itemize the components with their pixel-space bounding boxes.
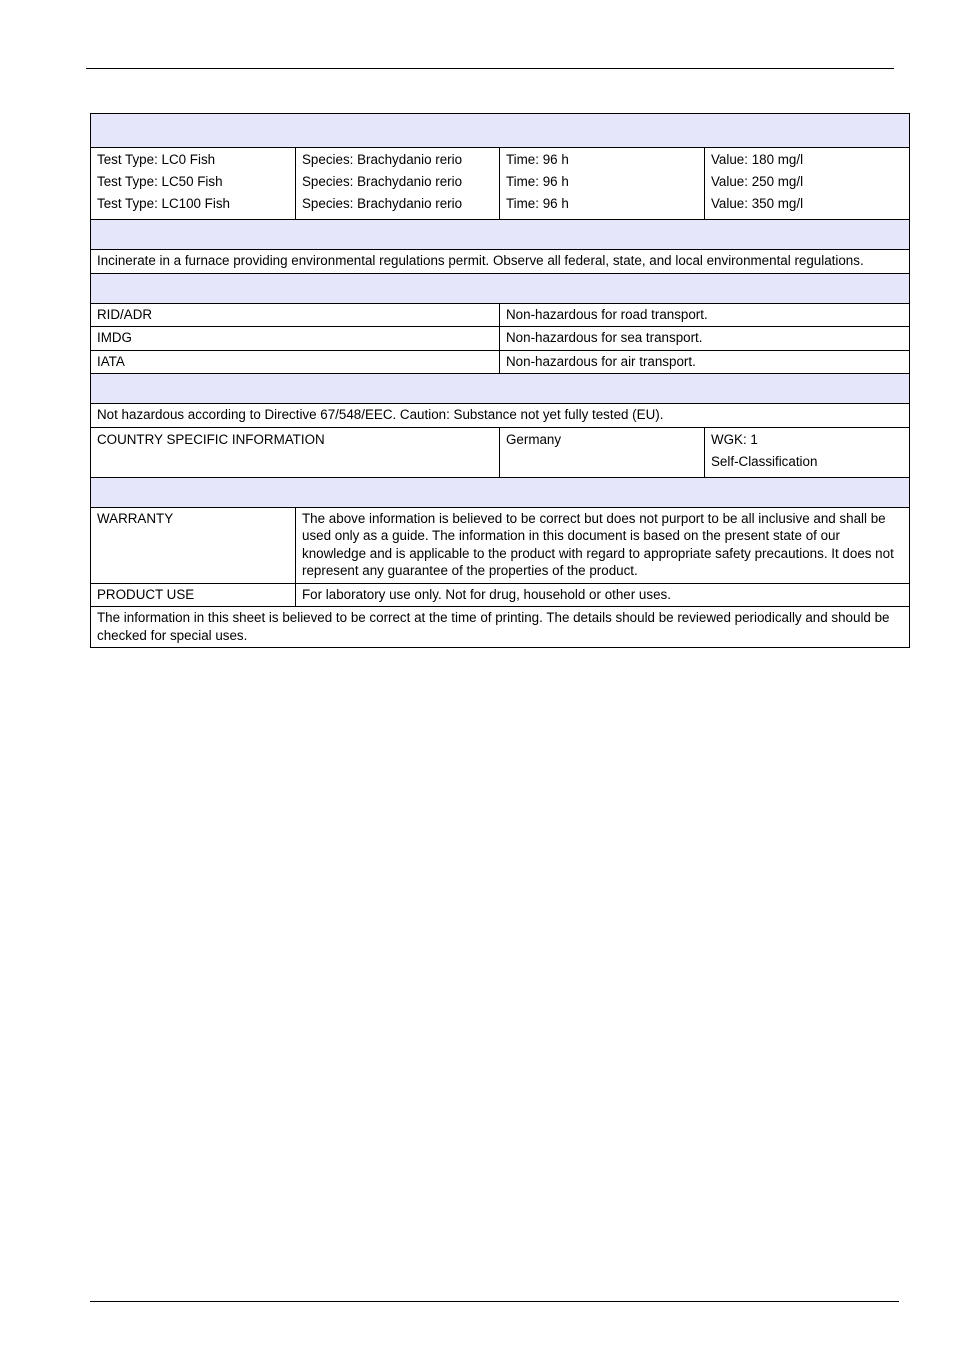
transport-row [91, 303, 910, 327]
country-row [91, 427, 910, 477]
time-cell [500, 148, 705, 220]
test-type-cell [91, 148, 296, 220]
country-label-cell [91, 427, 500, 477]
product-use-label: PRODUCT USE [91, 583, 296, 607]
ecotox-row [91, 148, 910, 220]
species: Species: Brachydanio rerio [302, 152, 463, 167]
exposure-time: Time: 96 h [506, 196, 569, 211]
sds-table [90, 113, 910, 648]
section-header-band [91, 477, 910, 507]
footer-note: The information in this sheet is believed to be correct at the time of printing. The details should be reviewed periodically and should be checked for special uses. [91, 607, 910, 648]
section-band-disposal [91, 220, 910, 250]
section-band-other [91, 477, 910, 507]
country-cell [500, 427, 705, 477]
section-band-ecological [91, 114, 910, 148]
country-name: Germany [506, 431, 562, 447]
test-type: Test Type: LC0 Fish [97, 152, 216, 167]
toxicity-value: Value: 250 mg/l [711, 174, 804, 189]
section-header-band [91, 114, 910, 148]
footer-rule [90, 1301, 899, 1302]
species: Species: Brachydanio rerio [302, 174, 463, 189]
transport-status: Non-hazardous for air transport. [500, 350, 910, 374]
section-band-transport [91, 273, 910, 303]
transport-row [91, 350, 910, 374]
species-cell [296, 148, 500, 220]
transport-status: Non-hazardous for road transport. [500, 303, 910, 327]
wgk-cell [705, 427, 910, 477]
test-type: Test Type: LC100 Fish [97, 196, 230, 211]
classification-type: Self-Classification [711, 453, 818, 469]
product-use-text: For laboratory use only. Not for drug, household or other uses. [296, 583, 910, 607]
section-header-band [91, 273, 910, 303]
country-label: COUNTRY SPECIFIC INFORMATION [97, 431, 325, 447]
wgk-class: WGK: 1 [711, 431, 758, 447]
product-use-row [91, 583, 910, 607]
warranty-row [91, 507, 910, 583]
header-rule [86, 68, 894, 69]
transport-mode: RID/ADR [91, 303, 500, 327]
regulatory-row [91, 404, 910, 428]
warranty-label: WARRANTY [91, 507, 296, 583]
exposure-time: Time: 96 h [506, 174, 569, 189]
section-header-band [91, 374, 910, 404]
transport-status: Non-hazardous for sea transport. [500, 327, 910, 351]
toxicity-value: Value: 180 mg/l [711, 152, 804, 167]
toxicity-value: Value: 350 mg/l [711, 196, 804, 211]
disposal-text: Incinerate in a furnace providing environmental regulations permit. Observe all federal, state, and local environmental regulations. [91, 250, 910, 274]
species: Species: Brachydanio rerio [302, 196, 463, 211]
section-header-band [91, 220, 910, 250]
transport-mode: IATA [91, 350, 500, 374]
footer-note-row [91, 607, 910, 648]
section-band-regulatory [91, 374, 910, 404]
transport-mode: IMDG [91, 327, 500, 351]
disposal-row [91, 250, 910, 274]
warranty-text: The above information is believed to be correct but does not purport to be all inclusive and shall be used only as a guide. The information in this document is based on the present state of our knowledge and is applicable to the product with regard to appropriate safety precautions. It does not represent any guarantee of the properties of the product. [296, 507, 910, 583]
regulatory-text: Not hazardous according to Directive 67/548/EEC. Caution: Substance not yet fully tested (EU). [91, 404, 910, 428]
value-cell [705, 148, 910, 220]
exposure-time: Time: 96 h [506, 152, 569, 167]
transport-row [91, 327, 910, 351]
test-type: Test Type: LC50 Fish [97, 174, 223, 189]
